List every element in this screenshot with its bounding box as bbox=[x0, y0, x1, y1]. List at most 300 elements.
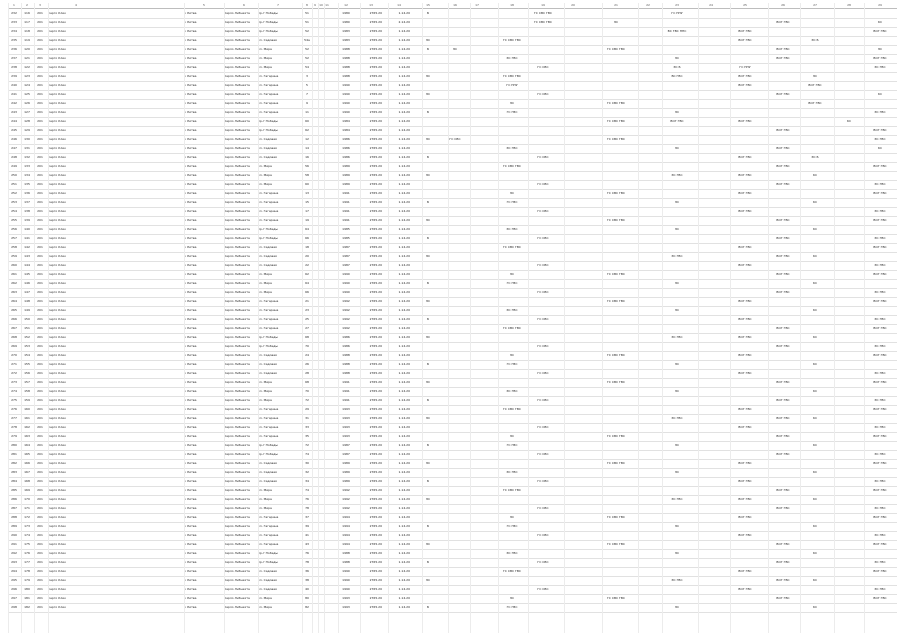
table-cell-aa: КС bbox=[812, 173, 818, 177]
table-cell-c: 201 bbox=[37, 200, 43, 204]
table-cell-n: 1.14.20 bbox=[398, 353, 410, 357]
table-cell-y: ВОГ ГВС bbox=[738, 263, 752, 267]
table-cell-d: Серго Клик bbox=[48, 371, 67, 375]
table-cell-l: 1991 bbox=[342, 191, 350, 195]
table-cell-e: 1 Литва bbox=[184, 209, 197, 213]
table-cell-d: Серго Клик bbox=[48, 173, 67, 177]
table-cell-l: 1984 bbox=[342, 128, 350, 132]
table-cell-s: ГС СВС bbox=[537, 182, 549, 186]
table-cell-r: ГС ПНУ bbox=[506, 83, 518, 87]
table-cell-c: 201 bbox=[37, 551, 43, 555]
table-cell-g: ул. Садовая bbox=[258, 479, 277, 483]
table-cell-g: ул. Гагарина bbox=[258, 299, 279, 303]
table-cell-b: 144 bbox=[24, 263, 30, 267]
table-cell-l: 1988 bbox=[342, 56, 350, 60]
table-cell-n: 1.14.20 bbox=[398, 344, 410, 348]
table-cell-d: Серго Клик bbox=[48, 47, 67, 51]
table-cell-g: ул. Гагарина bbox=[258, 416, 279, 420]
table-cell-c: 201 bbox=[37, 218, 43, 222]
table-cell-aa: КС bbox=[812, 470, 818, 474]
table-cell-a: 288 bbox=[11, 515, 17, 519]
table-cell-f: Карло Либнехта bbox=[224, 110, 250, 114]
table-cell-ac: ВОГ ГВС bbox=[873, 29, 887, 33]
table-cell-c: 201 bbox=[37, 452, 43, 456]
table-cell-e: 1 Литва bbox=[184, 236, 197, 240]
table-cell-c: 201 bbox=[37, 398, 43, 402]
table-cell-n: 1.14.20 bbox=[398, 119, 410, 123]
table-cell-c: 201 bbox=[37, 317, 43, 321]
column-header: 16 bbox=[453, 3, 457, 7]
table-cell-w: ЭС Б bbox=[673, 65, 681, 69]
table-cell-e: 1 Литва bbox=[184, 605, 197, 609]
table-cell-n: 2.14.20 bbox=[398, 20, 410, 24]
table-cell-d: Серго Клик bbox=[48, 29, 67, 33]
table-cell-aa: ЭС Б bbox=[811, 155, 819, 159]
table-cell-e: 1 Литва bbox=[184, 569, 197, 573]
table-cell-a: 292 bbox=[11, 551, 17, 555]
table-cell-e: 1 Литва bbox=[184, 299, 197, 303]
table-cell-e: 1 Литва bbox=[184, 128, 197, 132]
table-cell-o: Б bbox=[426, 560, 430, 564]
table-cell-n: 1.14.20 bbox=[398, 551, 410, 555]
table-cell-l: 1991 bbox=[342, 218, 350, 222]
table-cell-ac: ВОГ ГВС bbox=[873, 596, 887, 600]
table-cell-z: ВОГ ГВС bbox=[776, 218, 790, 222]
table-cell-aa: КС bbox=[812, 497, 818, 501]
table-cell-f: Карло Либнехта bbox=[224, 335, 250, 339]
table-cell-d: Серго Клик bbox=[48, 317, 67, 321]
table-cell-e: 1 Литва bbox=[184, 551, 197, 555]
table-cell-n: 1.14.20 bbox=[398, 398, 410, 402]
table-cell-n: 1.14.20 bbox=[398, 254, 410, 258]
table-cell-f: Карло Либнехта bbox=[224, 425, 250, 429]
table-cell-o: Б bbox=[426, 236, 430, 240]
table-cell-f: Карло Либнехта bbox=[224, 191, 250, 195]
table-cell-e: 1 Литва bbox=[184, 74, 197, 78]
table-cell-l: 1980 bbox=[342, 20, 350, 24]
table-cell-w: ЭС bbox=[674, 551, 680, 555]
table-cell-r: ЭС ГВС bbox=[506, 308, 518, 312]
table-cell-m: 2765.20 bbox=[369, 290, 382, 294]
table-cell-b: 156 bbox=[24, 371, 30, 375]
column-divider bbox=[388, 3, 389, 633]
table-cell-o: Б bbox=[426, 110, 430, 114]
table-cell-w: ГС ПНУ bbox=[671, 11, 683, 15]
table-cell-h: 76 bbox=[305, 551, 309, 555]
table-cell-e: 1 Литва bbox=[184, 281, 197, 285]
table-cell-d: Серго Клик bbox=[48, 551, 67, 555]
table-cell-b: 174 bbox=[24, 533, 30, 537]
table-cell-b: 133 bbox=[24, 164, 30, 168]
table-cell-g: ул. Мира bbox=[258, 290, 272, 294]
table-cell-o: Б bbox=[426, 155, 430, 159]
table-cell-e: 1 Литва bbox=[184, 83, 197, 87]
table-cell-l: 1989 bbox=[342, 173, 350, 177]
table-cell-l: 1991 bbox=[342, 200, 350, 204]
table-cell-s: ГС СВС bbox=[537, 479, 549, 483]
table-cell-w: ЭС ГВС bbox=[671, 578, 683, 582]
table-cell-l: 1990 bbox=[342, 101, 350, 105]
table-cell-h: 80 bbox=[305, 596, 309, 600]
table-cell-ac: ВОГ ГВС bbox=[873, 299, 887, 303]
table-cell-h: 19 bbox=[305, 218, 309, 222]
table-cell-l: 1990 bbox=[342, 290, 350, 294]
table-cell-b: 160 bbox=[24, 407, 30, 411]
table-cell-m: 2765.20 bbox=[369, 353, 382, 357]
table-cell-ac: ЭС ГВС bbox=[874, 317, 886, 321]
table-cell-z: ВОГ ГВС bbox=[776, 452, 790, 456]
table-cell-e: 1 Литва bbox=[184, 488, 197, 492]
table-cell-l: 1993 bbox=[342, 605, 350, 609]
table-cell-y: ВОГ ГВС bbox=[738, 461, 752, 465]
table-cell-n: 1.14.20 bbox=[398, 308, 410, 312]
table-cell-s: ГС СВС bbox=[537, 317, 549, 321]
table-cell-m: 2765.20 bbox=[369, 146, 382, 150]
table-cell-w: ЭС ГВС bbox=[671, 335, 683, 339]
table-cell-b: 157 bbox=[24, 380, 30, 384]
table-cell-ac: ВОГ ГВС bbox=[873, 569, 887, 573]
table-cell-aa: КС bbox=[812, 389, 818, 393]
table-cell-o: ЭС bbox=[425, 38, 431, 42]
table-cell-l: 1986 bbox=[342, 146, 350, 150]
table-cell-y: ВОГ ГВС bbox=[738, 335, 752, 339]
table-cell-h: 28 bbox=[305, 371, 309, 375]
table-cell-f: Карло Либнехта bbox=[224, 128, 250, 132]
table-cell-z: ВОГ ГВС bbox=[776, 254, 790, 258]
table-cell-c: 201 bbox=[37, 92, 43, 96]
table-cell-l: 1994 bbox=[342, 524, 350, 528]
table-cell-ac: ВОГ ГВС bbox=[873, 488, 887, 492]
table-cell-l: 1988 bbox=[342, 65, 350, 69]
table-cell-c: 201 bbox=[37, 47, 43, 51]
table-cell-s: ГС СВС bbox=[537, 560, 549, 564]
column-divider bbox=[302, 3, 303, 633]
table-cell-d: Серго Клик bbox=[48, 542, 67, 546]
table-cell-m: 2765.20 bbox=[369, 299, 382, 303]
table-cell-g: ул. Гагарина bbox=[258, 317, 279, 321]
table-cell-a: 287 bbox=[11, 506, 17, 510]
column-divider bbox=[662, 3, 663, 633]
table-cell-h: 66 bbox=[305, 290, 309, 294]
table-cell-b: 147 bbox=[24, 290, 30, 294]
table-cell-g: пр-т Победы bbox=[258, 11, 278, 15]
column-header: 21 bbox=[614, 3, 618, 7]
table-cell-b: 167 bbox=[24, 470, 30, 474]
table-cell-m: 2765.20 bbox=[369, 308, 382, 312]
table-cell-n: 1.14.20 bbox=[398, 515, 410, 519]
table-cell-c: 201 bbox=[37, 497, 43, 501]
table-cell-g: ул. Гагарина bbox=[258, 200, 279, 204]
table-cell-e: 1 Литва bbox=[184, 11, 197, 15]
table-cell-f: Карло Либнехта bbox=[224, 605, 250, 609]
table-cell-m: 2765.20 bbox=[369, 227, 382, 231]
column-header: 18 bbox=[510, 3, 514, 7]
table-cell-w: ЭС ГВС bbox=[671, 254, 683, 258]
table-cell-e: 1 Литва bbox=[184, 38, 197, 42]
table-cell-o: ЭС bbox=[425, 335, 431, 339]
table-cell-g: ул. Садовая bbox=[258, 155, 277, 159]
table-cell-l: 1990 bbox=[342, 587, 350, 591]
table-cell-r: ГС СВС ГВС bbox=[502, 326, 522, 330]
table-cell-y: ВОГ ГВС bbox=[738, 425, 752, 429]
table-cell-z: ВОГ ГВС bbox=[776, 20, 790, 24]
table-cell-r: ГС ГВС bbox=[506, 200, 518, 204]
table-cell-h: 37 bbox=[305, 515, 309, 519]
column-divider bbox=[422, 3, 423, 633]
table-cell-l: 1988 bbox=[342, 74, 350, 78]
table-cell-ac: ВОГ ГВС bbox=[873, 353, 887, 357]
table-cell-m: 2765.20 bbox=[369, 551, 382, 555]
table-cell-m: 2765.20 bbox=[369, 74, 382, 78]
table-cell-b: 117 bbox=[24, 20, 30, 24]
table-cell-g: ул. Гагарина bbox=[258, 92, 279, 96]
table-cell-m: 2765.20 bbox=[369, 20, 382, 24]
table-cell-b: 158 bbox=[24, 389, 30, 393]
table-cell-h: 62 bbox=[305, 272, 309, 276]
table-cell-f: Карло Либнехта bbox=[224, 569, 250, 573]
table-cell-d: Серго Клик bbox=[48, 227, 67, 231]
table-cell-a: 249 bbox=[11, 164, 17, 168]
table-cell-n: 1.14.20 bbox=[398, 425, 410, 429]
table-cell-f: Карло Либнехта bbox=[224, 20, 250, 24]
table-cell-m: 2765.20 bbox=[369, 425, 382, 429]
table-cell-w: ЭС bbox=[674, 470, 680, 474]
table-cell-n: 1.14.20 bbox=[398, 263, 410, 267]
table-cell-c: 201 bbox=[37, 587, 43, 591]
table-cell-ac: КС bbox=[877, 92, 883, 96]
table-cell-d: Серго Клик bbox=[48, 83, 67, 87]
table-cell-r: ЭС ГВС bbox=[506, 551, 518, 555]
table-cell-d: Серго Клик bbox=[48, 452, 67, 456]
table-cell-f: Карло Либнехта bbox=[224, 299, 250, 303]
table-cell-ac: ВОГ ГВС bbox=[873, 218, 887, 222]
table-cell-a: 295 bbox=[11, 578, 17, 582]
table-cell-r: ЭС bbox=[509, 434, 515, 438]
table-cell-m: 2765.20 bbox=[369, 443, 382, 447]
column-header: 27 bbox=[813, 3, 817, 7]
table-cell-c: 201 bbox=[37, 515, 43, 519]
table-cell-b: 143 bbox=[24, 254, 30, 258]
table-cell-b: 137 bbox=[24, 200, 30, 204]
table-cell-d: Серго Клик bbox=[48, 164, 67, 168]
table-cell-m: 2765.20 bbox=[369, 38, 382, 42]
table-cell-r: ГС СВС ГВС bbox=[502, 488, 522, 492]
table-cell-f: Карло Либнехта bbox=[224, 92, 250, 96]
table-cell-g: ул. Мира bbox=[258, 488, 272, 492]
table-cell-m: 2765.20 bbox=[369, 173, 382, 177]
table-cell-n: 1.14.20 bbox=[398, 236, 410, 240]
column-header: 17 bbox=[475, 3, 479, 7]
table-cell-r: ГС ГВС bbox=[506, 524, 518, 528]
table-cell-l: 1986 bbox=[342, 335, 350, 339]
table-cell-f: Карло Либнехта bbox=[224, 587, 250, 591]
table-cell-b: 176 bbox=[24, 551, 30, 555]
table-cell-g: ул. Мира bbox=[258, 65, 272, 69]
table-cell-h: 36 bbox=[305, 569, 309, 573]
table-cell-a: 264 bbox=[11, 299, 17, 303]
table-cell-y: ВОГ ГВС bbox=[738, 317, 752, 321]
table-cell-y: ВОГ ГВС bbox=[738, 209, 752, 213]
table-cell-d: Серго Клик bbox=[48, 443, 67, 447]
table-cell-y: ВОГ ГВС bbox=[738, 515, 752, 519]
table-cell-y: ВОГ ГВС bbox=[738, 497, 752, 501]
table-cell-e: 1 Литва bbox=[184, 497, 197, 501]
table-cell-o: Б bbox=[426, 443, 430, 447]
table-cell-n: 1.14.20 bbox=[398, 407, 410, 411]
table-cell-e: 1 Литва bbox=[184, 587, 197, 591]
table-cell-h: 35 bbox=[305, 434, 309, 438]
table-cell-d: Серго Клик bbox=[48, 380, 67, 384]
table-cell-o: Б bbox=[426, 479, 430, 483]
table-cell-y: ГС ПНУ bbox=[739, 65, 751, 69]
table-cell-f: Карло Либнехта bbox=[224, 533, 250, 537]
table-cell-a: 239 bbox=[11, 74, 17, 78]
table-cell-a: 280 bbox=[11, 443, 17, 447]
table-cell-d: Серго Клик bbox=[48, 236, 67, 240]
table-cell-m: 2765.20 bbox=[369, 515, 382, 519]
table-cell-ac: ЭС bbox=[877, 47, 883, 51]
table-cell-c: 201 bbox=[37, 299, 43, 303]
table-cell-d: Серго Клик bbox=[48, 281, 67, 285]
table-cell-m: 2765.20 bbox=[369, 29, 382, 33]
table-cell-l: 1985 bbox=[342, 227, 350, 231]
table-cell-z: ВОГ ГВС bbox=[776, 128, 790, 132]
table-cell-z: ВОГ ГВС bbox=[776, 560, 790, 564]
column-divider bbox=[224, 3, 225, 633]
table-cell-f: Карло Либнехта bbox=[224, 461, 250, 465]
table-cell-z: ВОГ ГВС bbox=[776, 488, 790, 492]
table-cell-aa: КС bbox=[812, 605, 818, 609]
table-cell-g: ул. Гагарина bbox=[258, 326, 279, 330]
table-cell-e: 1 Литва bbox=[184, 173, 197, 177]
table-cell-f: Карло Либнехта bbox=[224, 83, 250, 87]
table-cell-d: Серго Клик bbox=[48, 290, 67, 294]
table-cell-e: 1 Литва bbox=[184, 263, 197, 267]
table-cell-ac: ЭС ГВС bbox=[874, 533, 886, 537]
table-cell-b: 139 bbox=[24, 218, 30, 222]
table-cell-y: ВОГ ГВС bbox=[738, 83, 752, 87]
table-cell-g: ул. Гагарина bbox=[258, 74, 279, 78]
table-cell-l: 1986 bbox=[342, 155, 350, 159]
table-cell-f: Карло Либнехта bbox=[224, 119, 250, 123]
table-cell-f: Карло Либнехта bbox=[224, 308, 250, 312]
table-cell-g: ул. Мира bbox=[258, 47, 272, 51]
table-cell-a: 253 bbox=[11, 200, 17, 204]
table-cell-m: 2765.20 bbox=[369, 218, 382, 222]
table-cell-c: 201 bbox=[37, 164, 43, 168]
table-cell-d: Серго Клик bbox=[48, 506, 67, 510]
table-cell-n: 1.14.20 bbox=[398, 389, 410, 393]
table-cell-h: 78 bbox=[305, 560, 309, 564]
table-cell-c: 201 bbox=[37, 326, 43, 330]
table-cell-e: 1 Литва bbox=[184, 362, 197, 366]
table-cell-w: ЭС bbox=[674, 605, 680, 609]
column-divider bbox=[498, 3, 499, 633]
table-cell-d: Серго Клик bbox=[48, 569, 67, 573]
table-cell-n: 1.14.20 bbox=[398, 434, 410, 438]
table-cell-e: 1 Литва bbox=[184, 470, 197, 474]
table-cell-e: 1 Литва bbox=[184, 326, 197, 330]
table-cell-c: 201 bbox=[37, 74, 43, 78]
table-cell-g: ул. Гагарина bbox=[258, 83, 279, 87]
table-cell-d: Серго Клик bbox=[48, 353, 67, 357]
table-cell-b: 162 bbox=[24, 425, 30, 429]
table-cell-c: 201 bbox=[37, 407, 43, 411]
column-header: 2 bbox=[26, 3, 28, 7]
table-cell-m: 2765.20 bbox=[369, 326, 382, 330]
table-cell-l: 1991 bbox=[342, 389, 350, 393]
column-divider bbox=[698, 3, 699, 633]
table-cell-d: Серго Клик bbox=[48, 38, 67, 42]
table-cell-s: ГС СВС bbox=[537, 371, 549, 375]
table-cell-g: ул. Садовая bbox=[258, 254, 277, 258]
table-cell-s: ГС СВС bbox=[537, 506, 549, 510]
table-cell-h: 52 bbox=[305, 56, 309, 60]
column-divider bbox=[184, 3, 185, 633]
table-cell-n: 1.14.20 bbox=[398, 164, 410, 168]
column-header: 9 bbox=[314, 3, 316, 7]
table-cell-f: Карло Либнехта bbox=[224, 497, 250, 501]
table-cell-l: 1988 bbox=[342, 353, 350, 357]
table-cell-g: ул. Гагарина bbox=[258, 110, 279, 114]
table-cell-g: ул. Гагарина bbox=[258, 515, 279, 519]
table-cell-m: 2765.20 bbox=[369, 335, 382, 339]
table-cell-l: 1993 bbox=[342, 425, 350, 429]
table-cell-r: ЭС bbox=[509, 353, 515, 357]
table-cell-c: 201 bbox=[37, 173, 43, 177]
table-cell-f: Карло Либнехта bbox=[224, 389, 250, 393]
table-cell-n: 1.14.20 bbox=[398, 452, 410, 456]
table-cell-d: Серго Клик bbox=[48, 596, 67, 600]
column-header: 19 bbox=[541, 3, 545, 7]
table-cell-n: 1.14.20 bbox=[398, 596, 410, 600]
table-cell-aa: ВОГ ГВС bbox=[808, 101, 822, 105]
table-cell-l: 1992 bbox=[342, 488, 350, 492]
table-cell-m: 2765.20 bbox=[369, 119, 382, 123]
table-cell-g: ул. Гагарина bbox=[258, 101, 279, 105]
table-cell-o: ЭС bbox=[425, 173, 431, 177]
table-cell-b: 152 bbox=[24, 335, 30, 339]
table-cell-a: 255 bbox=[11, 218, 17, 222]
table-cell-l: 1993 bbox=[342, 407, 350, 411]
table-cell-g: пр-т Победы bbox=[258, 551, 278, 555]
table-cell-d: Серго Клик bbox=[48, 497, 67, 501]
table-cell-a: 242 bbox=[11, 101, 17, 105]
table-cell-m: 2765.20 bbox=[369, 416, 382, 420]
table-cell-aa: КС bbox=[812, 578, 818, 582]
table-cell-a: 258 bbox=[11, 245, 17, 249]
table-cell-ac: ЭС ГВС bbox=[874, 587, 886, 591]
column-divider bbox=[638, 3, 639, 633]
table-cell-z: ВОГ ГВС bbox=[776, 47, 790, 51]
table-cell-m: 2765.20 bbox=[369, 569, 382, 573]
table-cell-g: ул. Мира bbox=[258, 605, 272, 609]
table-cell-c: 201 bbox=[37, 137, 43, 141]
column-divider bbox=[338, 3, 339, 633]
table-cell-h: 51 bbox=[305, 20, 309, 24]
table-cell-c: 201 bbox=[37, 272, 43, 276]
table-cell-l: 1990 bbox=[342, 578, 350, 582]
table-cell-s: ГС СВС bbox=[537, 263, 549, 267]
table-cell-p: ГС СВС bbox=[449, 137, 461, 141]
table-cell-a: 289 bbox=[11, 524, 17, 528]
table-cell-m: 2765.20 bbox=[369, 155, 382, 159]
table-cell-m: 2765.20 bbox=[369, 128, 382, 132]
table-cell-z: ВОГ ГВС bbox=[776, 344, 790, 348]
table-cell-m: 2765.20 bbox=[369, 83, 382, 87]
table-cell-y: ВОГ ГВС bbox=[738, 371, 752, 375]
table-cell-n: 1.14.20 bbox=[398, 92, 410, 96]
